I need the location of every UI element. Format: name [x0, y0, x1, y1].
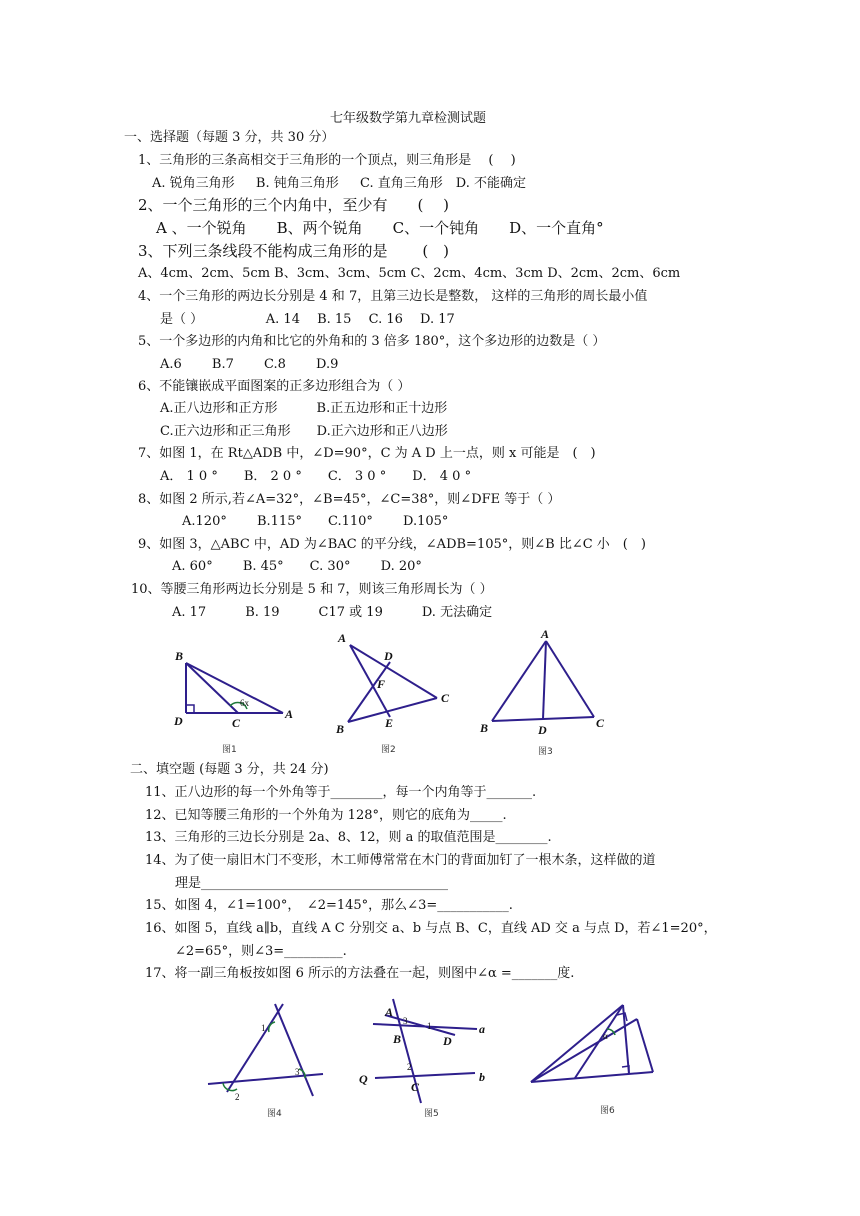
figure-4-caption: 图4 [267, 1109, 282, 1119]
fig6-label-alpha: α [603, 1031, 608, 1041]
fig4-label-1: 1 [261, 1023, 266, 1033]
question-4-options: 是（ ） A. 14 B. 15 C. 16 D. 17 [160, 312, 455, 327]
question-12: 12、已知等腰三角形的一个外角为 128°，则它的底角为_____. [145, 808, 507, 823]
fig3-label-d: D [538, 723, 547, 737]
fig5-label-c: C [411, 1080, 420, 1094]
fig1-label-a: A [285, 707, 294, 721]
figure-2-caption: 图2 [381, 745, 396, 755]
question-2: 2、一个三角形的三个内角中，至少有 ( ) [138, 196, 450, 214]
figure-1-caption: 图1 [222, 745, 237, 755]
fig5-label-q: Q [359, 1072, 368, 1086]
section2-heading: 二、填空题 (每题 3 分，共 24 分) [130, 762, 329, 777]
question-7: 7、如图 1，在 Rt△ADB 中，∠D=90°，C 为 A D 上一点，则 x 可能是 ( ) [138, 446, 596, 461]
question-11: 11、正八边形的每一个外角等于________，每一个内角等于_______. [145, 785, 537, 800]
question-3: 3、下列三条线段不能构成三角形的是 ( ) [138, 242, 450, 260]
fig1-label-c: C [232, 716, 241, 730]
question-5: 5、一个多边形的内角和比它的外角和的 3 倍多 180°，这个多边形的边数是（ ） [138, 334, 606, 349]
fig1-label-d: D [174, 714, 183, 728]
fig2-label-f: F [377, 677, 386, 691]
figure-5 [355, 995, 500, 1105]
question-10: 10、等腰三角形两边长分别是 5 和 7，则该三角形周长为（ ） [131, 582, 493, 597]
figure-5-caption: 图5 [424, 1109, 439, 1119]
question-15: 15、如图 4，∠1=100°， ∠2=145°，那么∠3=___________. [145, 898, 513, 913]
figure-3 [476, 627, 616, 737]
question-6: 6、不能镶嵌成平面图案的正多边形组合为（ ） [138, 379, 411, 394]
question-10-options: A. 17 B. 19 C17 或 19 D. 无法确定 [172, 605, 493, 620]
question-7-options: A． 1 0 ° B． 2 0 ° C． 3 0 ° D． 4 0 ° [160, 469, 472, 484]
fig4-label-3: 3 [295, 1067, 300, 1077]
fig5-label-b-point: B [393, 1032, 402, 1046]
fig2-label-b: B [336, 722, 345, 736]
page-title: 七年级数学第九章检测试题 [330, 111, 487, 126]
question-14: 14、为了使一扇旧木门不变形，木工师傅常常在木门的背面加钉了一根木条，这样做的道 [145, 853, 656, 868]
fig5-label-1: 1 [427, 1021, 432, 1031]
question-5-options: A.6 B.7 C.8 D.9 [160, 357, 339, 372]
fig2-label-c: C [441, 691, 450, 705]
fig1-angle-label: 6x [240, 698, 249, 708]
figure-1 [168, 645, 308, 735]
fig5-label-a-line: a [479, 1022, 485, 1036]
question-4: 4、一个三角形的两边长分别是 4 和 7，且第三边长是整数， 这样的三角形的周长最小值 [138, 289, 648, 304]
figure-3-caption: 图3 [538, 747, 553, 757]
question-9: 9、如图 3，△ABC 中，AD 为∠BAC 的平分线，∠ADB=105°，则∠B 比∠C 小 ( ) [138, 537, 646, 552]
fig3-label-c: C [596, 716, 605, 730]
fig1-label-b: B [175, 649, 184, 663]
question-14-cont: 理是______________________________________ [175, 876, 449, 891]
question-2-options: A 、一个锐角 B、两个锐角 C、一个钝角 D、一个直角° [156, 219, 604, 237]
question-6-options-ab: A.正八边形和正方形 B.正五边形和正十边形 [160, 401, 448, 416]
section1-heading: 一、选择题（每题 3 分，共 30 分） [124, 130, 335, 145]
fig3-label-b: B [480, 721, 489, 735]
question-16: 16、如图 5，直线 a∥b，直线 A C 分别交 a、b 与点 B、C，直线 AD 交 a 与点 D，若∠1=20°， [145, 921, 717, 936]
question-6-options-cd: C.正六边形和正三角形 D.正六边形和正八边形 [160, 424, 448, 439]
figure-6 [525, 997, 660, 1092]
question-8-options: A.120° B.115° C.110° D.105° [182, 514, 449, 529]
figure-2 [330, 630, 460, 735]
question-1: 1、三角形的三条高相交于三角形的一个顶点，则三角形是 ( ) [138, 153, 516, 168]
question-8: 8、如图 2 所示,若∠A=32°，∠B=45°，∠C=38°，则∠DFE 等于（ ） [138, 492, 561, 507]
question-9-options: A. 60° B. 45° C. 30° D. 20° [172, 559, 422, 574]
fig5-label-a-point: A [385, 1005, 394, 1019]
question-17: 17、将一副三角板按如图 6 所示的方法叠在一起，则图中∠α =_______度. [145, 966, 575, 981]
figure-4 [205, 996, 335, 1101]
fig2-label-e: E [385, 716, 394, 730]
fig2-label-a-text: A [338, 631, 347, 645]
fig5-label-b-line: b [479, 1070, 485, 1084]
question-16-cont: ∠2=65°，则∠3=_________. [175, 944, 347, 959]
question-1-options: A. 锐角三角形 B. 钝角三角形 C. 直角三角形 D. 不能确定 [152, 176, 526, 191]
fig4-label-2: 2 [235, 1092, 240, 1102]
figure-6-caption: 图6 [600, 1106, 615, 1116]
question-13: 13、三角形的三边长分别是 2a、8、12，则 a 的取值范围是________. [145, 830, 552, 845]
fig3-label-a: A [541, 627, 550, 641]
fig2-label-d: D [384, 649, 393, 663]
fig5-label-2: 2 [407, 1062, 412, 1072]
fig5-label-d: D [443, 1034, 452, 1048]
fig5-label-3: 3 [403, 1016, 408, 1026]
question-3-options: A、4cm、2cm、5cm B、3cm、3cm、5cm C、2cm、4cm、3cm D、2cm、2cm、6cm [138, 266, 681, 281]
